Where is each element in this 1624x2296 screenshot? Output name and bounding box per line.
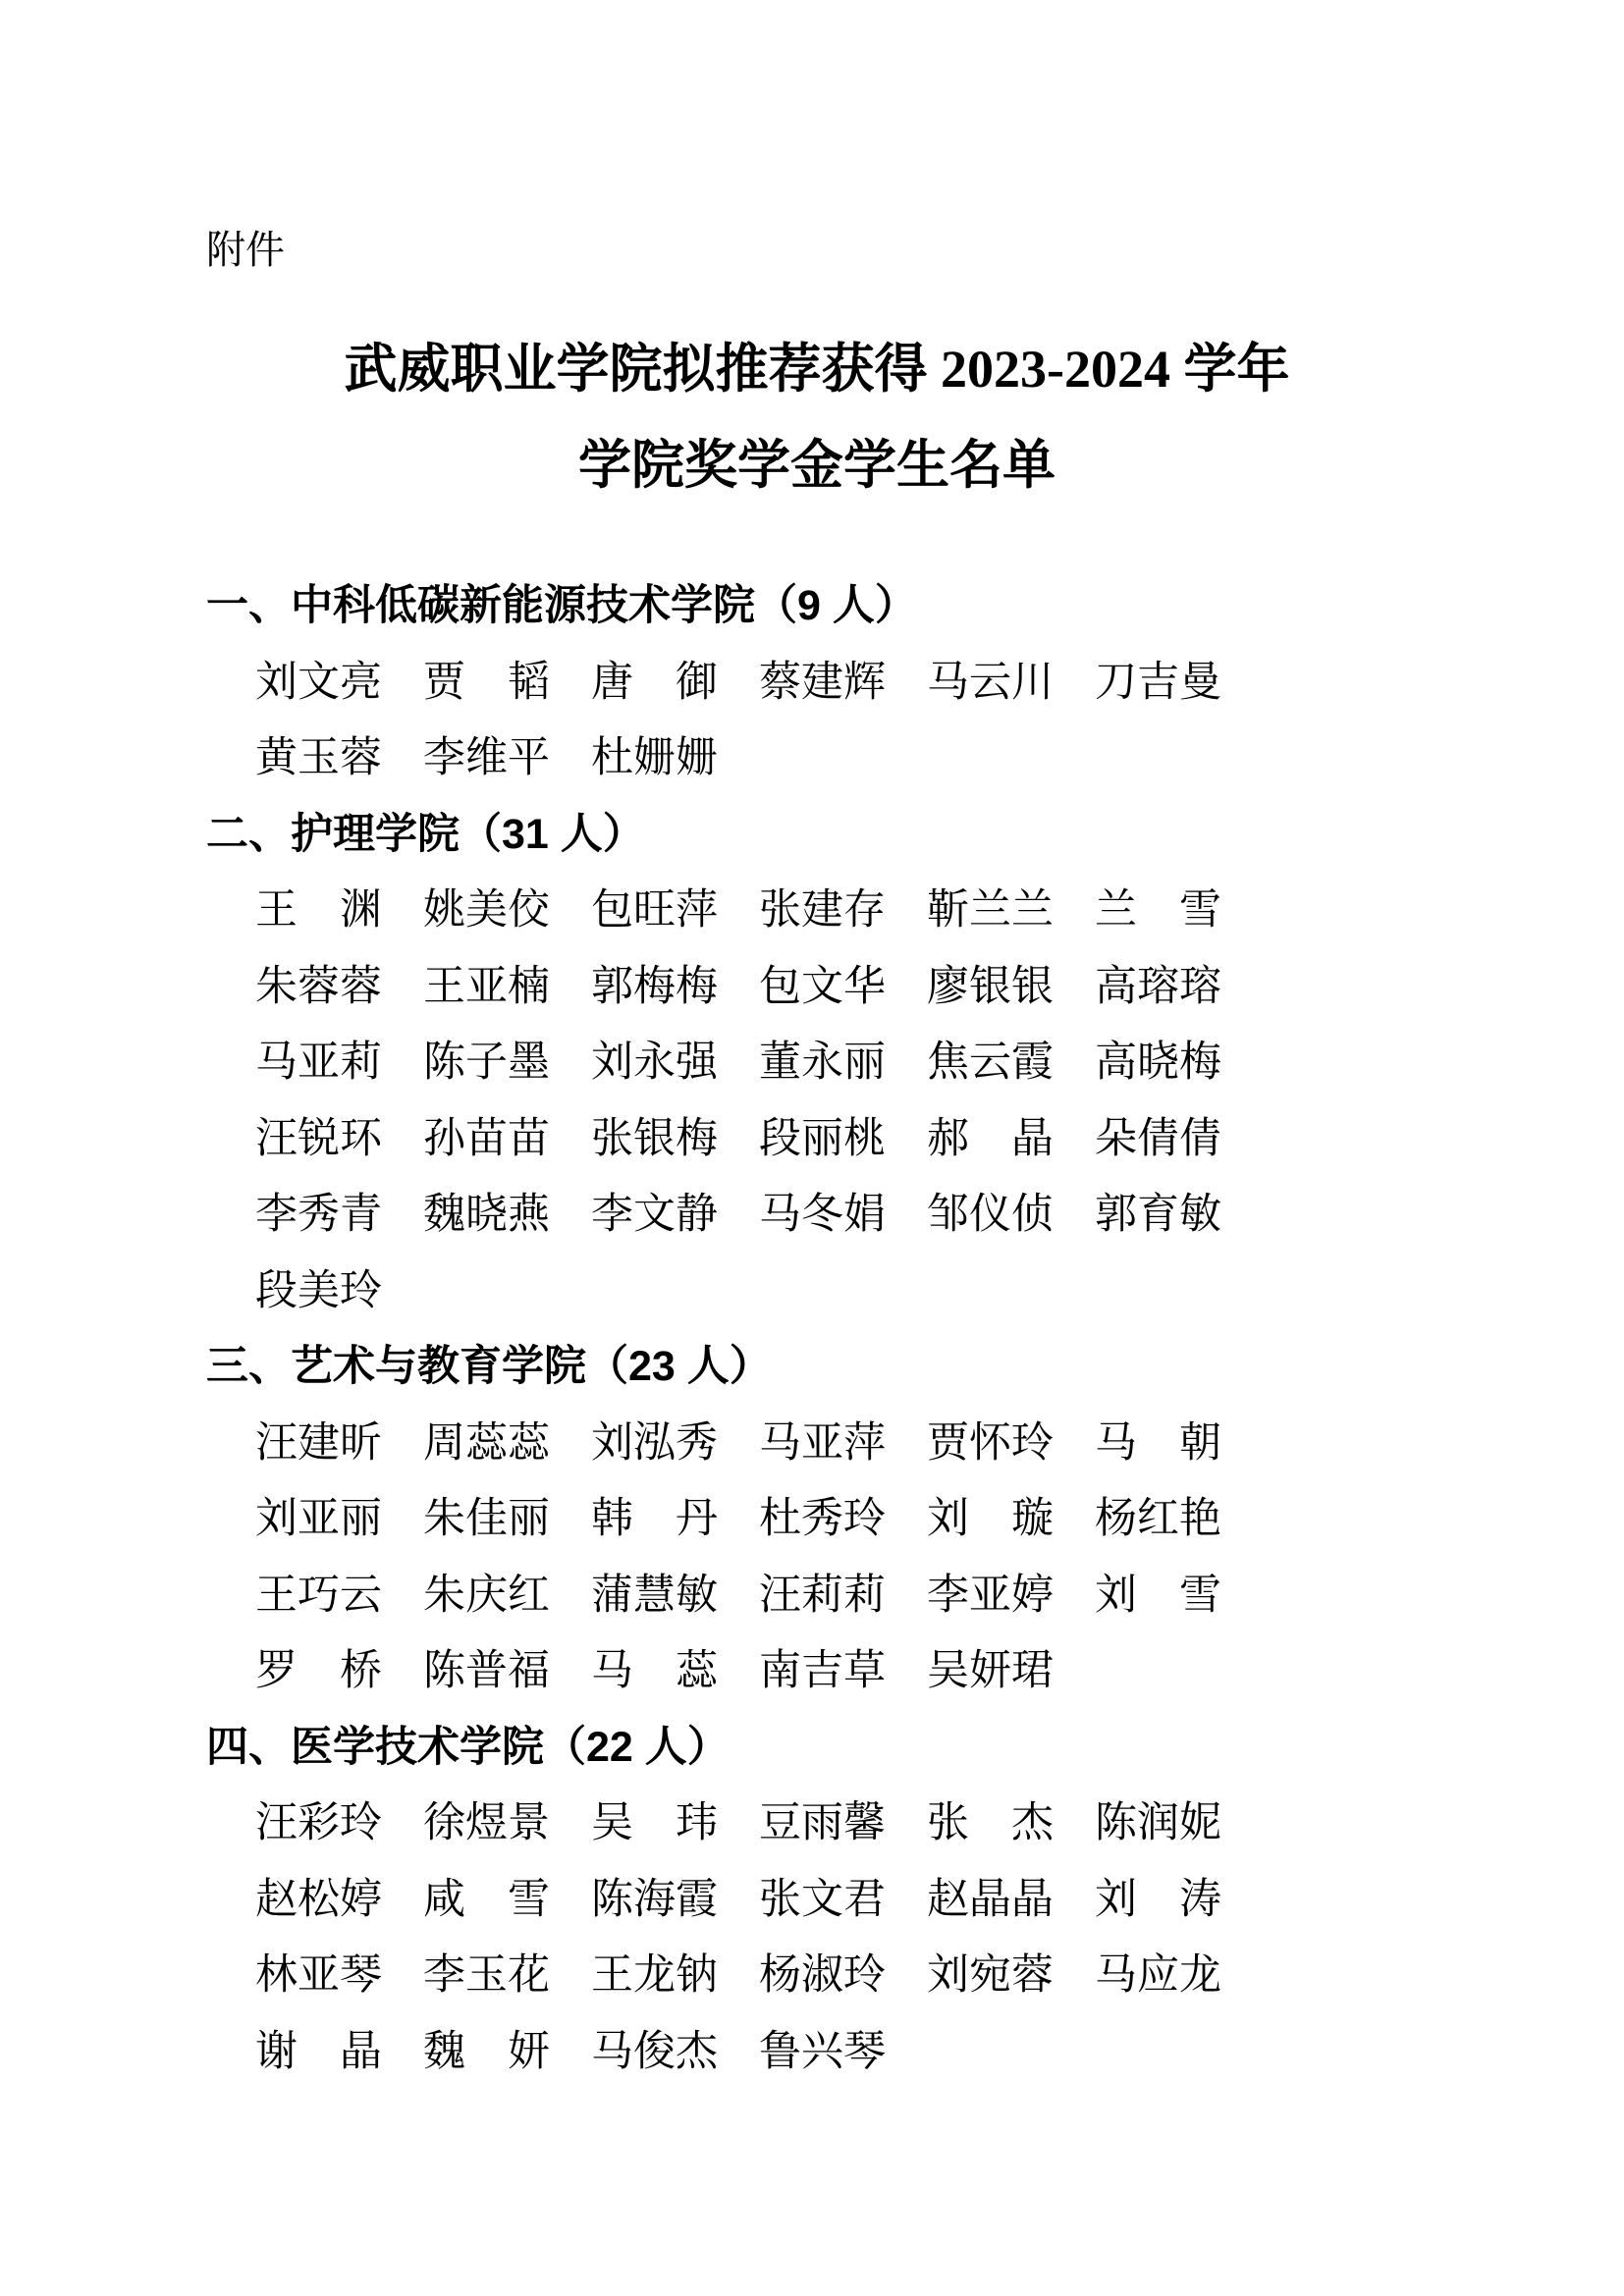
student-name: 陈海霞	[591, 1876, 718, 1923]
student-name: 张建存	[759, 887, 886, 934]
student-name: 马 蕊	[591, 1648, 718, 1694]
student-name: 陈普福	[423, 1648, 550, 1694]
name-row	[255, 1862, 1428, 1939]
student-name: 刘永强	[591, 1040, 718, 1086]
name-row	[255, 1101, 1428, 1178]
student-name: 谢 晶	[255, 2028, 382, 2075]
student-name: 杜姗姗	[591, 735, 718, 781]
student-name: 李亚婷	[927, 1572, 1054, 1619]
student-name: 朱佳丽	[423, 1496, 550, 1542]
student-name: 魏 妍	[423, 2028, 550, 2075]
student-name: 吴妍珺	[927, 1648, 1054, 1694]
student-name: 李维平	[423, 735, 550, 781]
student-name: 刘亚丽	[255, 1496, 382, 1542]
student-name: 马亚萍	[759, 1419, 886, 1467]
student-name: 包旺萍	[591, 887, 718, 934]
section-heading: 二、护理学院（31 人）	[206, 810, 645, 858]
student-name: 王龙钠	[591, 1952, 718, 1999]
section-1	[206, 568, 1428, 797]
student-name: 汪莉莉	[759, 1572, 886, 1619]
student-name: 陈润妮	[1095, 1800, 1221, 1846]
section-heading: 四、医学技术学院（22 人）	[206, 1723, 730, 1771]
name-row	[255, 1786, 1428, 1862]
student-name: 贾怀玲	[927, 1419, 1054, 1467]
student-name: 徐煜景	[423, 1800, 550, 1846]
name-row	[255, 1254, 1428, 1330]
section-2	[206, 797, 1428, 1330]
student-name: 朱蓉蓉	[255, 963, 382, 1010]
student-name: 马 朝	[1095, 1419, 1221, 1467]
section-heading: 一、中科低碳新能源技术学院（9 人）	[206, 582, 917, 629]
student-name: 杨红艳	[1095, 1496, 1221, 1542]
student-name: 汪锐环	[255, 1115, 382, 1162]
student-name: 刘宛蓉	[927, 1952, 1054, 1999]
student-name: 焦云霞	[927, 1040, 1054, 1086]
student-name: 廖银银	[927, 963, 1054, 1010]
name-row	[255, 949, 1428, 1026]
student-name: 高瑢瑢	[1095, 963, 1221, 1010]
student-name: 靳兰兰	[927, 887, 1054, 934]
student-name: 刀吉曼	[1095, 659, 1221, 706]
student-name: 蔡建辉	[759, 659, 886, 706]
student-name: 董永丽	[759, 1040, 886, 1086]
student-name: 李文静	[591, 1192, 718, 1238]
name-row	[255, 1025, 1428, 1101]
student-name: 赵晶晶	[927, 1876, 1054, 1923]
student-name: 马亚莉	[255, 1040, 382, 1086]
student-name: 刘 雪	[1095, 1572, 1221, 1619]
student-name: 王巧云	[255, 1572, 382, 1619]
student-name: 兰 雪	[1095, 887, 1221, 934]
sections-container	[206, 568, 1428, 2090]
student-name: 马应龙	[1095, 1952, 1221, 1999]
section-3	[206, 1329, 1428, 1710]
student-name: 汪彩玲	[255, 1800, 382, 1846]
student-name: 朵倩倩	[1095, 1115, 1221, 1162]
student-name: 汪建昕	[255, 1419, 382, 1467]
student-name: 唐 御	[591, 659, 718, 706]
section-heading: 三、艺术与教育学院（23 人）	[206, 1343, 772, 1390]
name-row	[255, 1177, 1428, 1254]
student-name: 马云川	[927, 659, 1054, 706]
student-name: 刘泓秀	[591, 1419, 718, 1467]
student-name: 贾 韬	[423, 659, 550, 706]
student-name: 郝 晶	[927, 1115, 1054, 1162]
name-row	[255, 1938, 1428, 2014]
student-name: 林亚琴	[255, 1952, 382, 1999]
student-name: 罗 桥	[255, 1648, 382, 1694]
title-line-1: 武威职业学院拟推荐获得 2023-2024 学年	[344, 340, 1290, 399]
title-line-2: 学院奖学金学生名单	[578, 436, 1056, 495]
student-name: 张银梅	[591, 1115, 718, 1162]
student-name: 王亚楠	[423, 963, 550, 1010]
name-row	[255, 1558, 1428, 1634]
student-name: 郭梅梅	[591, 963, 718, 1010]
student-name: 高晓梅	[1095, 1040, 1221, 1086]
name-row	[255, 1481, 1428, 1558]
student-name: 段丽桃	[759, 1115, 886, 1162]
student-name: 杨淑玲	[759, 1952, 886, 1999]
student-name: 吴 玮	[591, 1800, 718, 1846]
student-name: 刘 璇	[927, 1496, 1054, 1542]
student-name: 李秀青	[255, 1192, 382, 1238]
student-name: 咸 雪	[423, 1876, 550, 1923]
student-name: 包文华	[759, 963, 886, 1010]
student-name: 孙苗苗	[423, 1115, 550, 1162]
student-name: 赵松婷	[255, 1876, 382, 1923]
student-name: 朱庆红	[423, 1572, 550, 1619]
student-name: 马冬娟	[759, 1192, 886, 1238]
student-name: 王 渊	[255, 887, 382, 934]
student-name: 刘 涛	[1095, 1876, 1221, 1923]
name-row	[255, 873, 1428, 949]
student-name: 邹仪侦	[927, 1192, 1054, 1238]
student-name: 南吉草	[759, 1648, 886, 1694]
name-row	[255, 721, 1428, 797]
name-row	[255, 1633, 1428, 1710]
student-name: 姚美佼	[423, 887, 550, 934]
student-name: 郭育敏	[1095, 1192, 1221, 1238]
document-title	[206, 321, 1428, 513]
student-name: 蒲慧敏	[591, 1572, 718, 1619]
section-4	[206, 1710, 1428, 2091]
student-name: 黄玉蓉	[255, 735, 382, 781]
name-row	[255, 645, 1428, 721]
student-name: 杜秀玲	[759, 1496, 886, 1542]
attachment-label: 附件	[206, 229, 285, 272]
student-name: 鲁兴琴	[759, 2028, 886, 2075]
student-name: 张文君	[759, 1876, 886, 1923]
student-name: 豆雨馨	[759, 1800, 886, 1846]
student-name: 刘文亮	[255, 659, 382, 706]
student-name: 段美玲	[255, 1267, 382, 1314]
student-name: 周蕊蕊	[423, 1419, 550, 1467]
student-name: 陈子墨	[423, 1040, 550, 1086]
name-row	[255, 2014, 1428, 2091]
student-name: 魏晓燕	[423, 1192, 550, 1238]
student-name: 李玉花	[423, 1952, 550, 1999]
student-name: 马俊杰	[591, 2028, 718, 2075]
student-name: 张 杰	[927, 1800, 1054, 1846]
student-name: 韩 丹	[591, 1496, 718, 1542]
name-row	[255, 1406, 1428, 1482]
